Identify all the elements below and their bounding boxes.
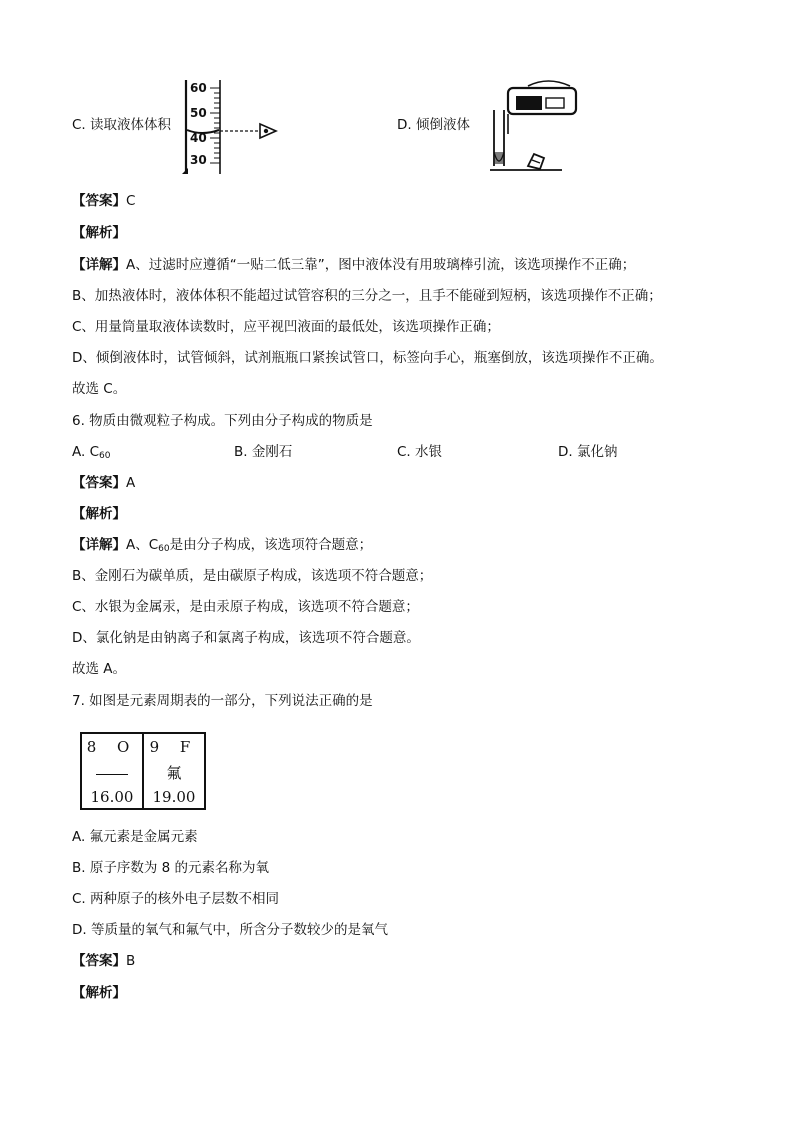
- q6-option-c: C. 水银: [397, 444, 443, 460]
- q7-analysis-tag: 【解析】: [72, 985, 126, 1001]
- q6-option-d: D. 氯化钠: [558, 444, 618, 460]
- q7-answer: 【答案】B: [72, 953, 136, 969]
- detail-tag: 【详解】: [72, 257, 126, 273]
- q6-detail-b: B、金刚石为碳单质，是由碳原子构成，该选项不符合题意；: [72, 568, 433, 584]
- q5-detail-b: B、加热液体时，液体体积不能超过试管容积的三分之一，且手不能碰到短柄，该选项操作不正确；: [72, 288, 662, 304]
- q6-answer: 【答案】A: [72, 475, 136, 491]
- q5-detail-d: D、倾倒液体时，试管倾斜，试剂瓶瓶口紧挨试管口，标签向手心，瓶塞倒放，该选项操作不正确。: [72, 350, 663, 366]
- pouring-liquid-figure: [488, 74, 588, 176]
- q6-stem: 6. 物质由微观粒子构成。下列由分子构成的物质是: [72, 413, 373, 429]
- fluorine-name: 氟: [166, 764, 182, 782]
- q6-conclusion: 故选 A。: [72, 661, 127, 677]
- fluorine-mass: 19.00: [152, 788, 196, 806]
- oxygen-mass: 16.00: [90, 788, 134, 806]
- cylinder-tick-40: 40: [190, 131, 207, 145]
- oxygen-number-symbol: 8 O: [86, 738, 138, 756]
- q7-option-b: B. 原子序数为 8 的元素名称为氧: [72, 860, 270, 876]
- q5-conclusion: 故选 C。: [72, 381, 127, 397]
- q6-analysis-tag: 【解析】: [72, 506, 126, 522]
- q7-option-c: C. 两种原子的核外电子层数不相同: [72, 891, 280, 907]
- q6-option-a: A. $C_{60}$: [72, 444, 111, 461]
- answer-tag: 【答案】: [72, 193, 126, 209]
- option-c-label: C. 读取液体体积: [72, 117, 172, 133]
- cylinder-tick-60: 60: [190, 81, 207, 95]
- q7-stem: 7. 如图是元素周期表的一部分，下列说法正确的是: [72, 693, 373, 709]
- q6-detail-a: 【详解】A、$C_{60}$是由分子构成，该选项符合题意；: [72, 537, 373, 554]
- cylinder-tick-30: 30: [190, 153, 207, 167]
- q6-detail-c: C、水银为金属汞，是由汞原子构成，该选项不符合题意；: [72, 599, 419, 615]
- option-d-label: D. 倾倒液体: [397, 117, 470, 133]
- q7-option-d: D. 等质量的氧气和氟气中，所含分子数较少的是氧气: [72, 922, 388, 938]
- q5-detail-c: C、用量筒量取液体读数时，应平视凹液面的最低处，该选项操作正确；: [72, 319, 500, 335]
- cylinder-tick-50: 50: [190, 106, 207, 120]
- fluorine-number-symbol: 9 F: [149, 738, 199, 756]
- q6-option-b: B. 金刚石: [234, 444, 293, 460]
- q7-option-a: A. 氟元素是金属元素: [72, 829, 198, 845]
- answer-value: C: [126, 193, 136, 209]
- q6-detail-d: D、氯化钠是由钠离子和氯离子构成，该选项不符合题意。: [72, 630, 420, 646]
- q5-detail-a: 【详解】A、过滤时应遵循“一贴二低三靠”，图中液体没有用玻璃棒引流，该选项操作不正确；: [72, 257, 636, 273]
- element-cell-oxygen: [82, 734, 142, 808]
- blank-line: [96, 774, 128, 775]
- q5-answer: [72, 192, 135, 210]
- q5-analysis-tag: 【解析】: [72, 225, 126, 241]
- periodic-table-fragment: [80, 732, 206, 810]
- element-cell-fluorine: [142, 734, 204, 808]
